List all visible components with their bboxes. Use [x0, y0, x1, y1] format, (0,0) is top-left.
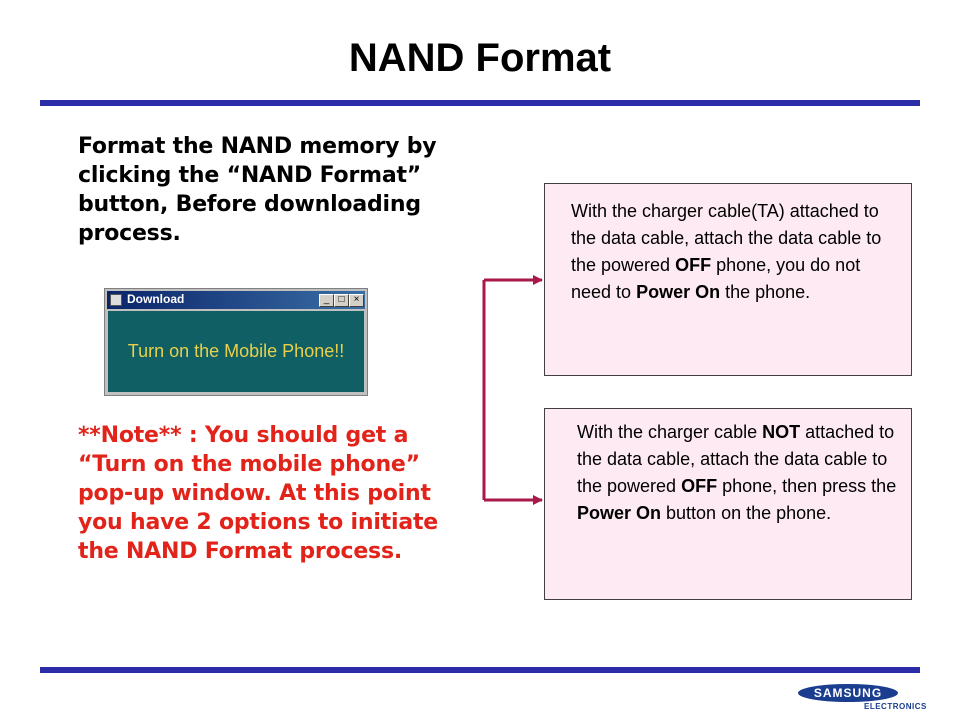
option-1-box [544, 183, 912, 376]
option-2-bold-power-on: Power On [577, 503, 662, 523]
option-2-box [544, 408, 912, 600]
option-1-text-c: the phone. [720, 282, 811, 302]
logo-brand: SAMSUNG [798, 684, 898, 702]
maximize-icon: □ [334, 294, 349, 307]
minimize-icon: _ [319, 294, 334, 307]
option-2-bold-not: NOT [762, 422, 801, 442]
instruction-text: Format the NAND memory by clicking the “NAND Format” button, Before downloading process. [78, 134, 437, 246]
option-2-text-a: With the charger cable [577, 422, 763, 442]
option-1-text-a: With the charger cable(TA) attached to the data cable, attach the data cable to the powered [571, 201, 882, 275]
samsung-logo [792, 682, 927, 712]
option-1-bold-power-on: Power On [636, 282, 721, 302]
option-1-text-b: phone, you do not need to [571, 255, 861, 302]
option-2-text-b: attached to the data cable, attach the data cable to the powered [577, 422, 895, 496]
close-icon: × [349, 294, 364, 307]
option-2-text-d: button on the phone. [661, 503, 832, 523]
logo-subtitle: ELECTRONICS [864, 702, 927, 711]
slide-title: NAND Format [348, 36, 612, 80]
dialog-message: Turn on the Mobile Phone!! [127, 341, 345, 361]
bottom-divider [40, 667, 920, 673]
option-2-bold-off: OFF [681, 476, 718, 496]
option-1-bold-off: OFF [675, 255, 712, 275]
option-2-text-c: phone, then press the [717, 476, 897, 496]
note-text: **Note** : You should get a “Turn on the mobile phone” pop-up window. At this point you have 2 options to initiate the NAND Format process. [78, 423, 438, 564]
dialog-title: Download [127, 292, 185, 306]
